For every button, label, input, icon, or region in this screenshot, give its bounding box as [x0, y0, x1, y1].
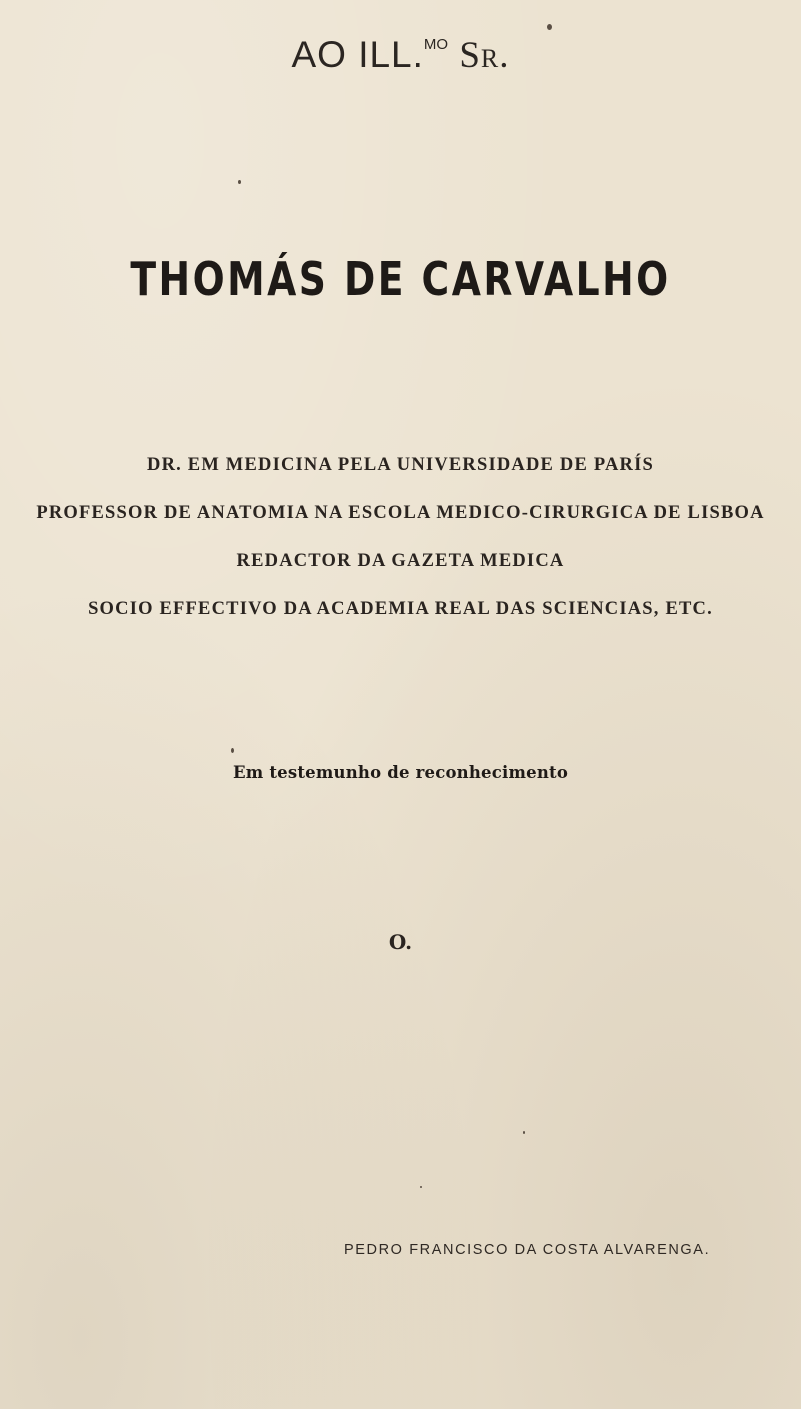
- author-signature: PEDRO FRANCISCO DA COSTA ALVARENGA.: [344, 1242, 711, 1258]
- offering-mark: O.: [388, 930, 413, 954]
- title-line-degree: DR. EM MEDICINA PELA UNIVERSIDADE DE PARÍS: [147, 455, 654, 475]
- salutation-superscript: MO: [423, 36, 449, 53]
- tribute-line: Em testemunho de reconhecimento: [232, 763, 569, 782]
- title-line-academy: SOCIO EFFECTIVO DA ACADEMIA REAL DAS SCIENCIAS, ETC.: [88, 599, 713, 619]
- title-line-editor: REDACTOR DA GAZETA MEDICA: [236, 551, 565, 571]
- dedicatee-name: THOMÁS DE CARVALHO: [130, 252, 671, 306]
- title-line-professor: PROFESSOR DE ANATOMIA NA ESCOLA MEDICO-CIRURGICA DE LISBOA: [36, 503, 765, 523]
- salutation: [0, 34, 801, 77]
- paper-speck: [231, 748, 234, 753]
- paper-speck: [547, 24, 552, 30]
- salutation-prefix: AO ILL.: [291, 34, 424, 75]
- paper-speck: [238, 180, 241, 184]
- paper-speck: [523, 1131, 525, 1134]
- salutation-suffix: Sr.: [459, 35, 510, 76]
- paper-speck: [420, 1186, 422, 1188]
